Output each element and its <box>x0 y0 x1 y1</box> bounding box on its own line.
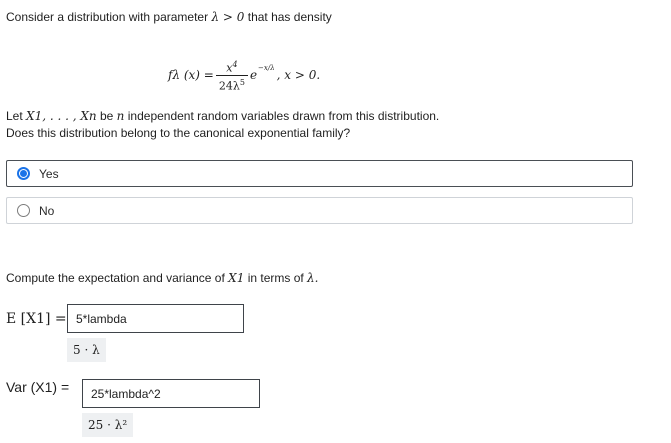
iid-n: n <box>116 109 125 123</box>
variance-input[interactable]: 25*lambda^2 <box>82 379 260 408</box>
question-text: Does this distribution belong to the canonical exponential family? <box>6 126 351 140</box>
iid-mid: be <box>99 109 114 123</box>
density-numerator: $x^4$ <box>226 59 238 75</box>
variance-label: Var (X1) = <box>6 378 70 395</box>
expectation-input[interactable]: 5*lambda <box>67 304 244 333</box>
intro-text: Consider a distribution with parameter <box>6 10 209 24</box>
expectation-preview: 5 · λ <box>67 338 106 362</box>
density-condition: , x > 0. <box>276 68 321 82</box>
radio-unchecked-icon[interactable] <box>17 204 30 217</box>
density-lhs: fλ (x) = <box>168 68 214 82</box>
iid-start: Let <box>6 109 23 123</box>
iid-vars: X1, . . . , Xn <box>26 109 97 123</box>
density-exp-power: −x/λ <box>258 64 275 72</box>
compute-var: X1 <box>228 271 245 285</box>
choice-no[interactable] <box>6 197 633 224</box>
compute-instruction <box>6 270 318 286</box>
intro-end: that has density <box>247 10 332 24</box>
compute-mid: in terms of <box>247 271 304 285</box>
choice-yes[interactable] <box>6 160 633 187</box>
compute-text: Compute the expectation and variance of <box>6 271 225 285</box>
expectation-label: E [X1] = <box>6 310 67 327</box>
variance-preview: 25 · λ² <box>82 413 133 437</box>
intro-line <box>6 9 332 25</box>
iid-end: independent random variables drawn from this distribution. <box>127 109 440 123</box>
choice-no-label: No <box>39 203 55 218</box>
radio-checked-icon[interactable] <box>17 167 30 180</box>
density-fraction <box>216 58 248 92</box>
choice-yes-label: Yes <box>39 166 59 181</box>
intro-math: λ > 0 <box>211 10 245 24</box>
density-formula <box>168 52 320 98</box>
compute-param: λ. <box>307 271 319 285</box>
iid-line <box>6 108 439 124</box>
density-exp-base: e <box>249 68 258 82</box>
density-denominator: $24\lambda^5$ <box>216 75 248 93</box>
